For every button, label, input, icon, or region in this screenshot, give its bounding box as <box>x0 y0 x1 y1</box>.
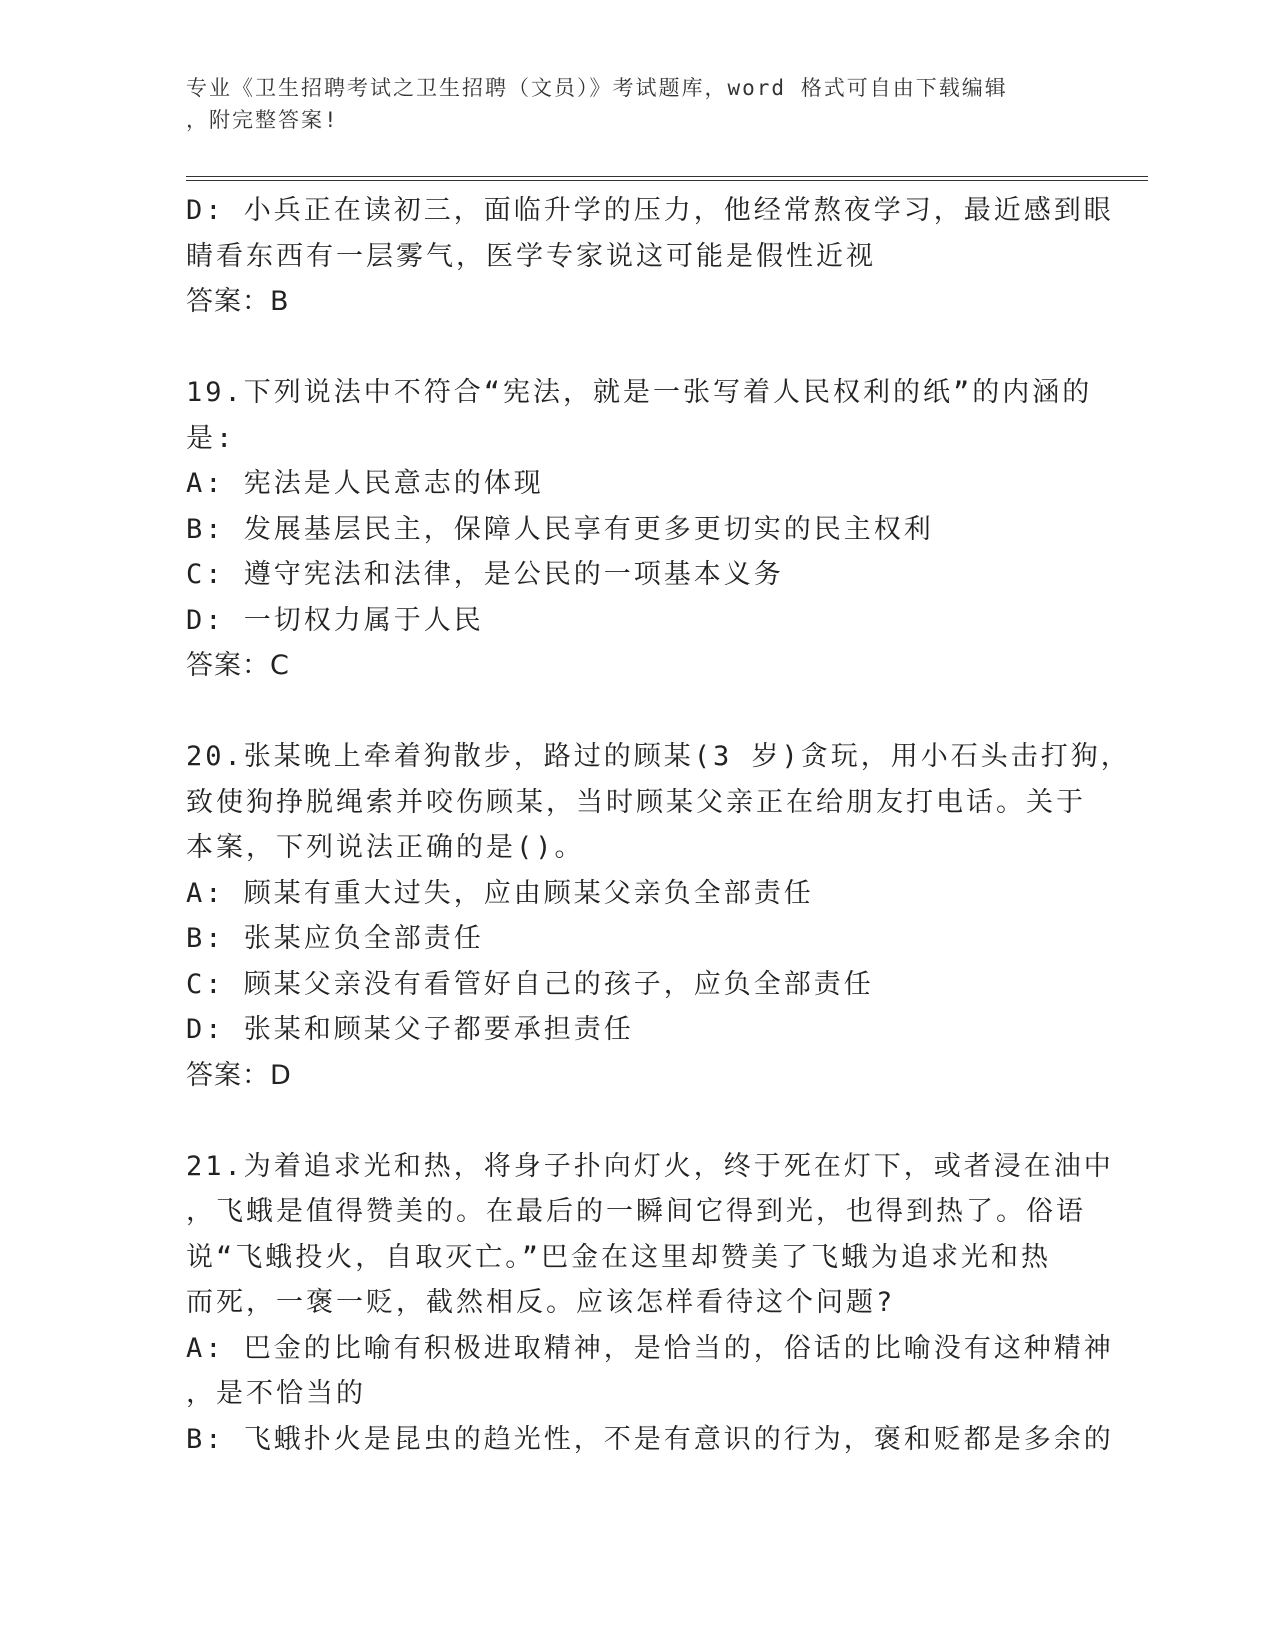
option-d: D: 一切权力属于人民 <box>186 604 484 636</box>
option-b: B: 发展基层民主，保障人民享有更多更切实的民主权利 <box>186 513 934 545</box>
option-d: D: 张某和顾某父子都要承担责任 <box>186 1014 634 1045</box>
spacer <box>186 689 1086 735</box>
question-stem-line-1: 20.张某晚上牵着狗散步，路过的顾某(3 岁)贪玩，用小石头击打狗， <box>186 741 1131 772</box>
header-line-1: 专业《卫生招聘考试之卫生招聘（文员）》考试题库，word 格式可自由下载编辑 <box>186 76 1008 100</box>
option-b: B: 张某应负全部责任 <box>186 923 484 954</box>
option-d-line-1: D: 小兵正在读初三，面临升学的压力，他经常熬夜学习，最近感到眼 <box>186 195 1114 226</box>
question-stem-line-4: 而死，一褒一贬，截然相反。应该怎样看待这个问题? <box>186 1287 896 1318</box>
header-divider <box>186 176 1148 181</box>
option-d-line-2: 睛看东西有一层雾气，医学专家说这可能是假性近视 <box>186 240 876 272</box>
question-stem-line-2: ，飞蛾是值得赞美的。在最后的一瞬间它得到光，也得到热了。俗语 <box>186 1196 1086 1227</box>
answer-line: 答案：C <box>186 650 290 681</box>
option-a-line-2: ，是不恰当的 <box>186 1378 366 1409</box>
option-c: C: 遵守宪法和法律，是公民的一项基本义务 <box>186 559 784 590</box>
question-stem-line-3: 本案，下列说法正确的是()。 <box>186 832 585 863</box>
spacer <box>186 1098 1086 1144</box>
question-stem-line-2: 致使狗挣脱绳索并咬伤顾某，当时顾某父亲正在给朋友打电话。关于 <box>186 786 1086 818</box>
option-c: C: 顾某父亲没有看管好自己的孩子，应负全部责任 <box>186 968 874 1000</box>
option-a: A: 宪法是人民意志的体现 <box>186 468 544 499</box>
document-body <box>186 188 1131 1462</box>
header-line-2: ，附完整答案! <box>186 108 339 132</box>
option-a: A: 顾某有重大过失，应由顾某父亲负全部责任 <box>186 877 814 909</box>
question-stem-line-1: 21.为着追求光和热，将身子扑向灯火，终于死在灯下，或者浸在油中 <box>186 1150 1114 1182</box>
question-stem-line-1: 19.下列说法中不符合“宪法，就是一张写着人民权利的纸”的内涵的 <box>186 377 1093 408</box>
option-a-line-1: A: 巴金的比喻有积极进取精神，是恰当的，俗话的比喻没有这种精神 <box>186 1332 1114 1364</box>
question-stem-line-3: 说“飞蛾投火，自取灭亡。”巴金在这里却赞美了飞蛾为追求光和热 <box>186 1241 1052 1273</box>
spacer <box>186 325 1086 371</box>
question-19 <box>186 370 1093 689</box>
option-b: B: 飞蛾扑火是昆虫的趋光性，不是有意识的行为，褒和贬都是多余的 <box>186 1423 1114 1455</box>
question-stem-line-2: 是: <box>186 422 236 454</box>
answer-line: 答案：D <box>186 1059 292 1091</box>
answer-line: 答案：B <box>186 286 290 317</box>
previous-question-tail <box>186 188 1114 325</box>
page-header <box>186 72 1066 136</box>
question-21 <box>186 1144 1114 1463</box>
question-20 <box>186 734 1131 1098</box>
